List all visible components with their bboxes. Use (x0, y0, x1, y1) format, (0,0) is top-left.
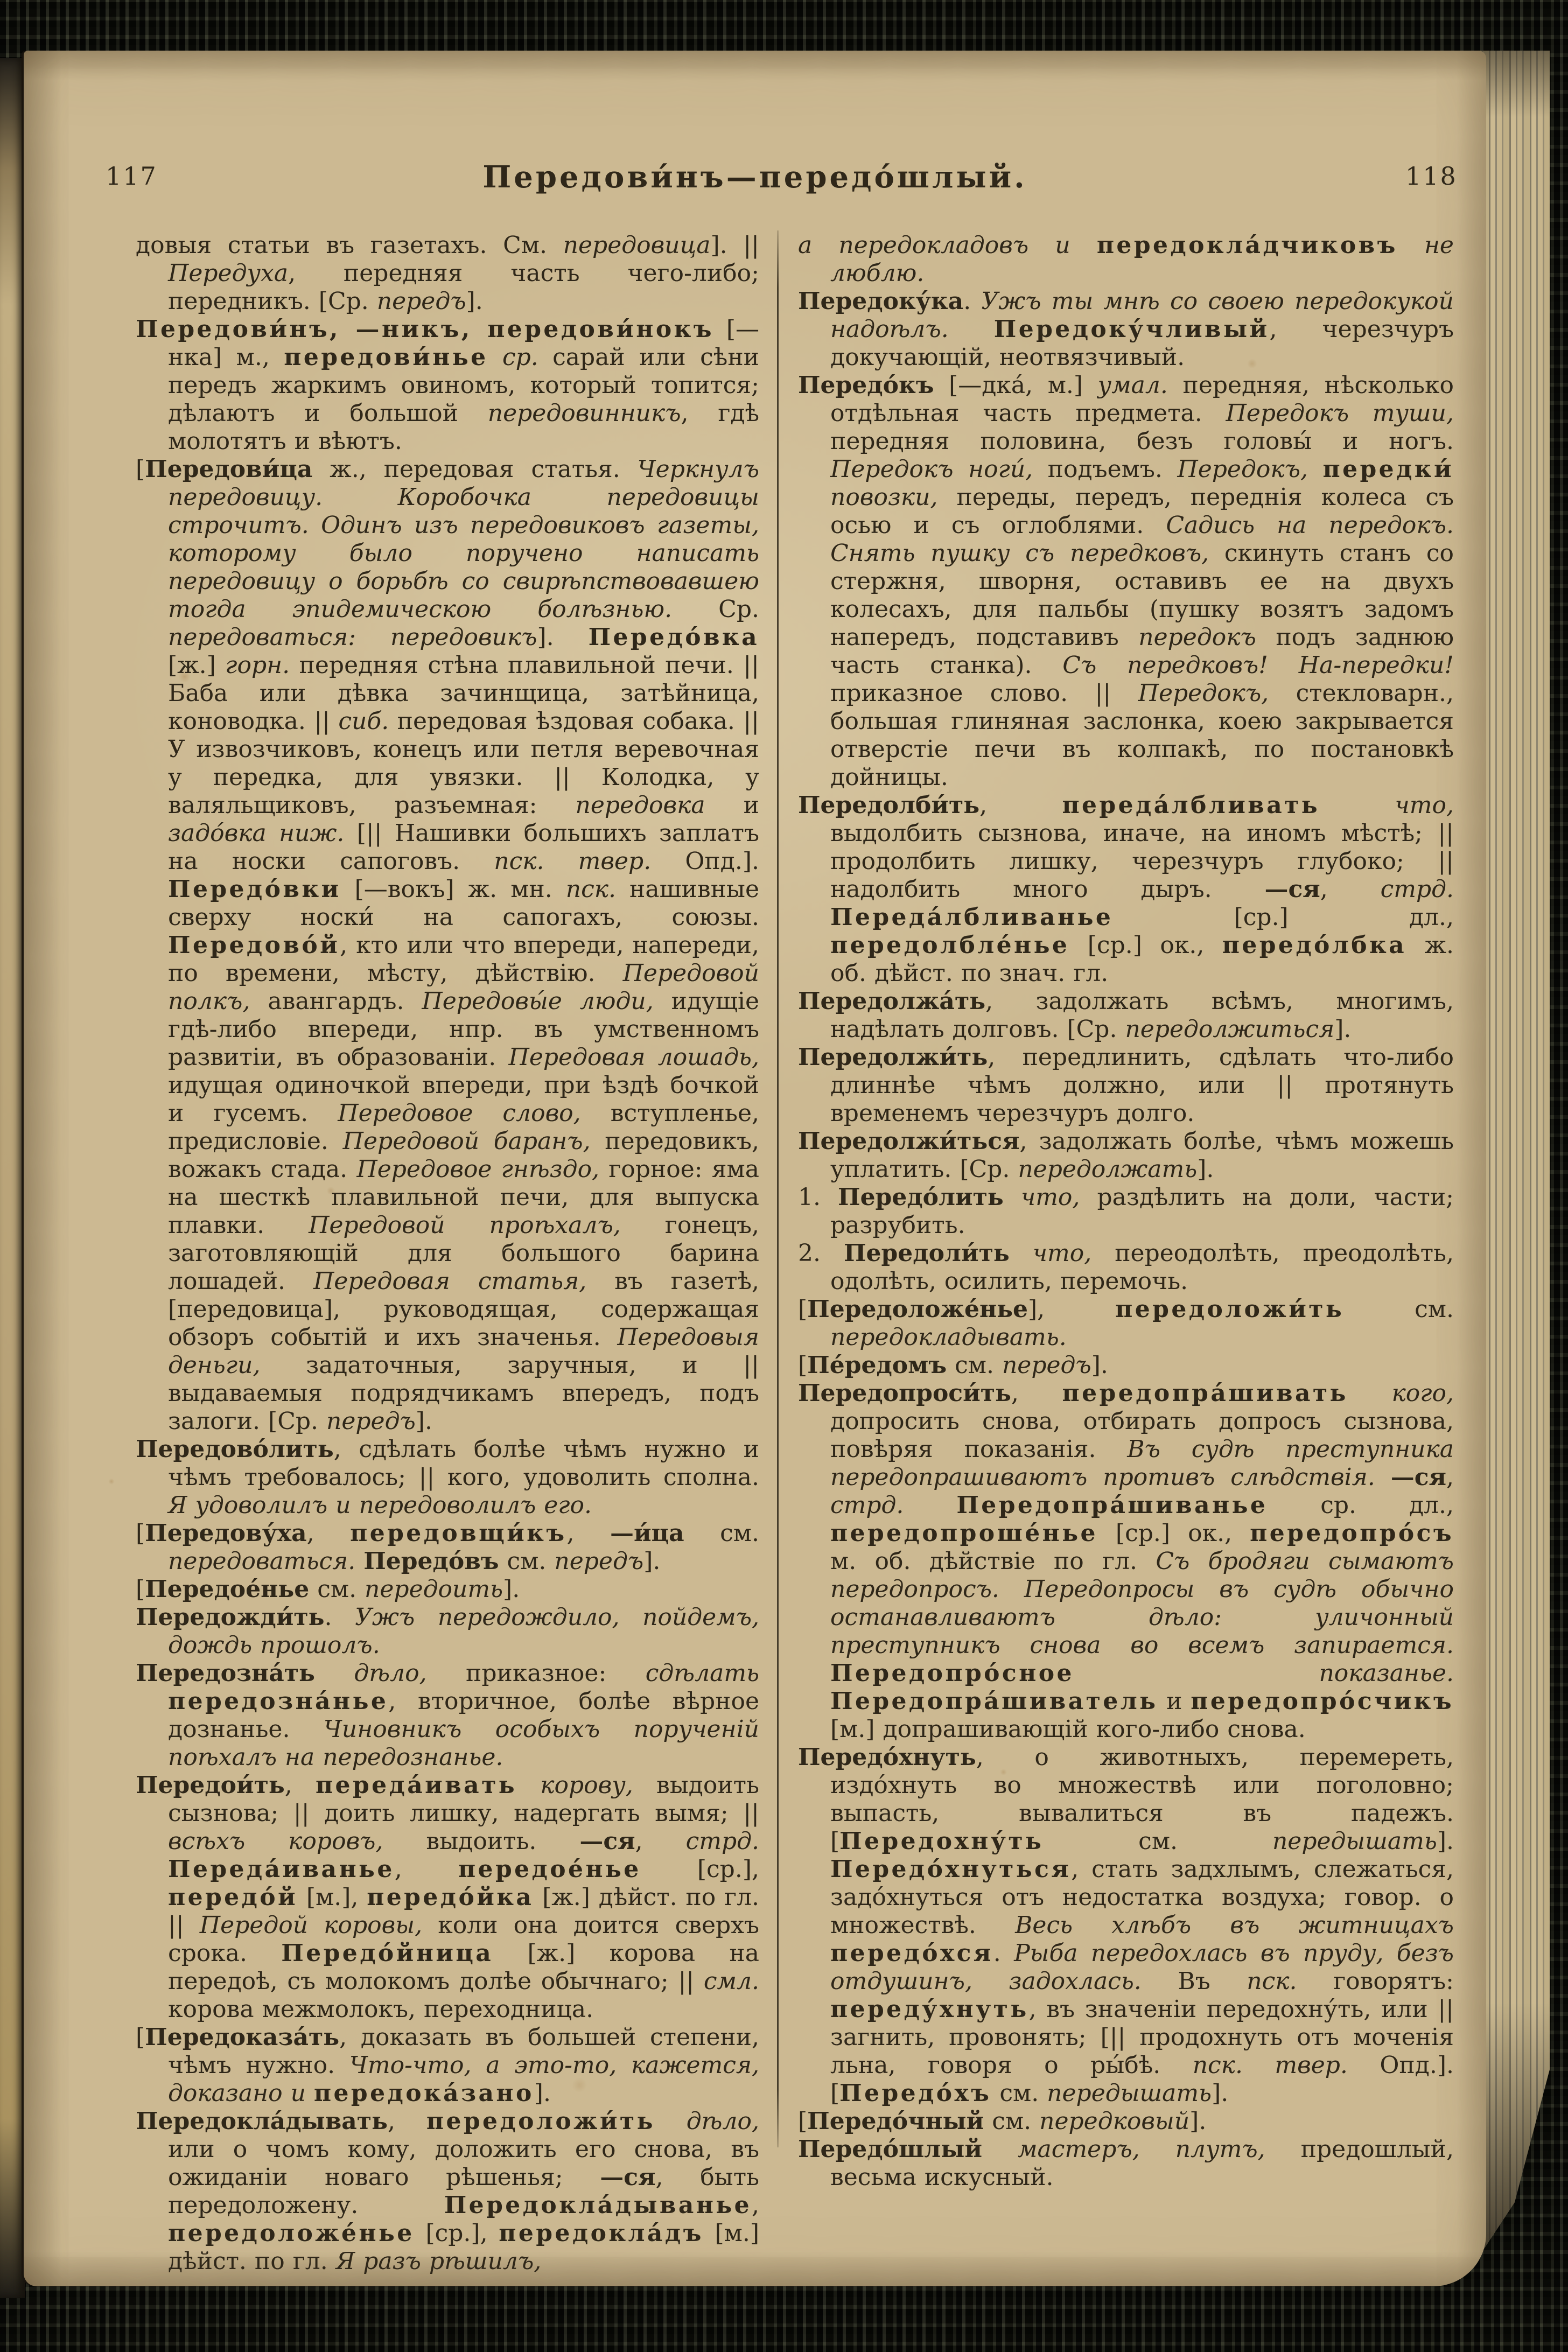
page-number-right: 118 (1405, 162, 1458, 191)
dictionary-entry: [Передоказа́ть, доказать въ большей степени, чѣмъ нужно. Что-что, а это-то, кажется, доказано и передока́зано]. (136, 2024, 759, 2107)
dictionary-entry: Передожди́ть. Ужъ передождило, пойдемъ, дождь прошолъ. (136, 1604, 759, 1659)
dictionary-page (24, 51, 1486, 2286)
dictionary-entry: Передоку́ка. Ужъ ты мнѣ со своею передокукой надоѣлъ. Передоку́чливый, черезчуръ докучающій, неотвязчивый. (798, 288, 1454, 371)
dictionary-entry: а передокладовъ и передокла́дчиковъ не люблю. (798, 232, 1454, 287)
dictionary-entry: [Передое́нье см. передоить]. (136, 1576, 520, 1603)
dictionary-entry: Передово́лить, сдѣлать болѣе чѣмъ нужно и чѣмъ требовалось; || кого, удоволить сполна. Я удоволилъ и передоволилъ его. (136, 1436, 759, 1519)
dictionary-entry: Передолжи́ться, задолжать болѣе, чѣмъ можешь уплатить. [Ср. передолжать]. (798, 1128, 1454, 1183)
page-number-left: 117 (106, 162, 158, 191)
dictionary-entry: Передови́нъ, —никъ, передови́нокъ [—нка] м., передови́нье ср. сарай или сѣни передъ жаркимъ овиномъ, который топится; дѣлаютъ и большой передовинникъ, гдѣ молотятъ и вѣютъ. (136, 316, 760, 455)
dictionary-entry: Передои́ть, переда́ивать корову, выдоить сызнова; || доить лишку, надергать вымя; || всѣхъ коровъ, выдоить. —ся, стрд. Переда́иванье, передое́нье [ср.], передо́й [м.], передо́йка [ж.] дѣйст. по гл. || Передой коровы, коли она доится сверхъ срока. Передо́йница [ж.] корова на передоѣ, съ молокомъ долѣе обычнаго; || смл. корова межмолокъ, переходница. (136, 1772, 759, 2023)
book-fore-edge-pages (1476, 51, 1550, 2269)
dictionary-entry: Передолби́ть, переда́лбливать что, выдолбить сызнова, иначе, на иномъ мѣстѣ; || продолбить лишку, черезчуръ глубоко; || надолбить много дыръ. —ся, стрд. Переда́лбливанье [ср.] дл., передолбле́нье [ср.] ок., передо́лбка ж. об. дѣйст. по знач. гл. (798, 792, 1454, 987)
dictionary-entry: [Пе́редомъ см. передъ]. (798, 1352, 1108, 1379)
dictionary-entry: Передопроси́ть, передопра́шивать кого, допросить снова, отбирать допросъ сызнова, повѣряя показанія. Въ судѣ преступника передопрашиваютъ противъ слѣдствія. —ся, стрд. Передопра́шиванье ср. дл., передопроше́нье [ср.] ок., передопро́съ м. об. дѣйствіе по гл. Съ бродяги сымаютъ передопросъ. Передопросы въ судѣ обычно останавливаютъ дѣло: уличонный преступникъ снова во всемъ запирается. Передопро́сное показанье. Передопра́шиватель и передопро́счикъ [м.] допрашивающій кого-либо снова. (798, 1380, 1454, 1743)
dictionary-entry: Передо́хнуть, о животныхъ, перемереть, издо́хнуть во множествѣ или поголовно; выпасть, вывалиться въ падежъ. [Передохну́ть см. передышать]. Передо́хнуться, стать задхлымъ, слежаться, задо́хнуться отъ недостатка воздуха; говор. о множествѣ. Весь хлѣбъ въ житницахъ передо́хся. Рыба передохлась въ пруду, безъ отдушинъ, задохлась. Въ пск. говорятъ: переду́хнуть, въ значеніи передохну́ть, или || загнить, провонять; [|| продохнуть отъ моченія льна, говоря о ры́бѣ. пск. твер. Опд.]. [Передо́хъ см. передышать]. (798, 1744, 1454, 2107)
left-column (136, 232, 759, 2276)
running-title: Передови́нъ—передо́шлый. (482, 159, 1027, 195)
dictionary-entry: Передозна́ть дѣло, приказное: сдѣлать передозна́нье, вторичное, болѣе вѣрное дознанье. Чиновникъ особыхъ порученій поѣхалъ на передознанье. (136, 1660, 759, 1771)
book-gutter-page-edge (0, 58, 25, 2298)
dictionary-entry: Передокла́дывать, передоложи́ть дѣло, или о чомъ кому, доложить его снова, въ ожиданіи новаго рѣшенья; —ся, быть передоложену. Передокла́дыванье, передоложе́нье [ср.], передокла́дъ [м.] дѣйст. по гл. Я разъ рѣшилъ, (136, 2108, 759, 2275)
right-column (798, 232, 1454, 2192)
dictionary-entry: [Передо́чный см. передковый]. (798, 2108, 1207, 2135)
dictionary-entry: довыя статьи въ газетахъ. См. передовица]. || Передуха, передняя часть чего-либо; передникъ. [Ср. передъ]. (136, 232, 759, 315)
dictionary-entry: 1. Передо́лить что, раздѣлить на доли, части; разрубить. (798, 1184, 1454, 1239)
dictionary-entry: Передолжи́ть, передлинить, сдѣлать что-либо длиннѣе чѣмъ должно, или || протянуть временемъ черезчуръ долго. (798, 1044, 1454, 1127)
dictionary-entry: Передо́шлый мастеръ, плутъ, предошлый, весьма искусный. (798, 2136, 1454, 2191)
column-divider (777, 230, 779, 2147)
dictionary-entry: [Передови́ца ж., передовая статья. Черкнулъ передовицу. Коробочка передовицы строчитъ. Одинъ изъ передовиковъ газеты, которому было поручено написать передовицу о борьбѣ со свирѣпствовавшею тогда эпидемическою болѣзнью. Ср. передоваться: передовикъ]. Передо́вка [ж.] горн. передняя стѣна плавильной печи. || Баба или дѣвка зачинщица, затѣйница, коноводка. || сиб. передовая ѣздовая собака. || У извозчиковъ, конецъ или петля веревочная у передка, для увязки. || Колодка, у валяльщиковъ, разъемная: передовка и задо́вка ниж. [|| Нашивки большихъ заплатъ на носки сапоговъ. пск. твер. Опд.]. Передо́вки [—вокъ] ж. мн. пск. нашивные сверху носки́ на сапогахъ, союзы. Передово́й, кто или что впереди, напереди, по времени, мѣсту, дѣйствію. Передовой полкъ, авангардъ. Передовы́е люди, идущіе гдѣ-либо впереди, нпр. въ умственномъ развитіи, въ образованіи. Передовая лошадь, идущая одиночкой впереди, при ѣздѣ бочкой и гусемъ. Передовое слово, вступленье, предисловіе. Передовой баранъ, передовикъ, вожакъ стада. Передовое гнѣздо, горное: яма на шесткѣ плавильной печи, для выпуска плавки. Передовой проѣхалъ, гонецъ, заготовляющій для большого барина лошадей. Передовая статья, въ газетѣ, [передовица], руководящая, содержащая обзоръ событій и ихъ значенья. Передовыя деньги, задаточныя, заручныя, и || выдаваемыя подрядчикамъ впередъ, подъ залоги. [Ср. передъ]. (136, 456, 760, 1435)
dictionary-entry: Передо́къ [—дка́, м.] умал. передняя, нѣсколько отдѣльная часть предмета. Передокъ туши, передняя половина, безъ головы́ и ногъ. Передокъ ноги́, подъемъ. Передокъ, передки́ повозки, переды, передъ, переднія колеса съ осью и съ оглоблями. Садись на передокъ. Снять пушку съ передковъ, скинуть станъ со стержня, шворня, оставивъ ее на двухъ колесахъ, для пальбы (пушку возятъ задомъ напередъ, подставивъ передокъ подъ заднюю часть станка). Съ передковъ! На-передки! приказное слово. || Передокъ, стекловарн., большая глиняная заслонка, коею закрывается отверстіе печи въ колпакѣ, по постановкѣ дойницы. (798, 372, 1454, 791)
dictionary-entry: [Передоложе́нье], передоложи́ть см. передокладывать. (798, 1296, 1454, 1351)
dictionary-entry: 2. Передоли́ть что, переодолѣть, преодолѣть, одолѣть, осилить, перемочь. (798, 1240, 1454, 1295)
dictionary-entry: Передолжа́ть, задолжать всѣмъ, многимъ, надѣлать долговъ. [Ср. передолжиться]. (798, 988, 1454, 1043)
dictionary-entry: [Передову́ха, передовщи́къ, —и́ца см. передоваться. Передо́въ см. передъ]. (136, 1520, 759, 1575)
